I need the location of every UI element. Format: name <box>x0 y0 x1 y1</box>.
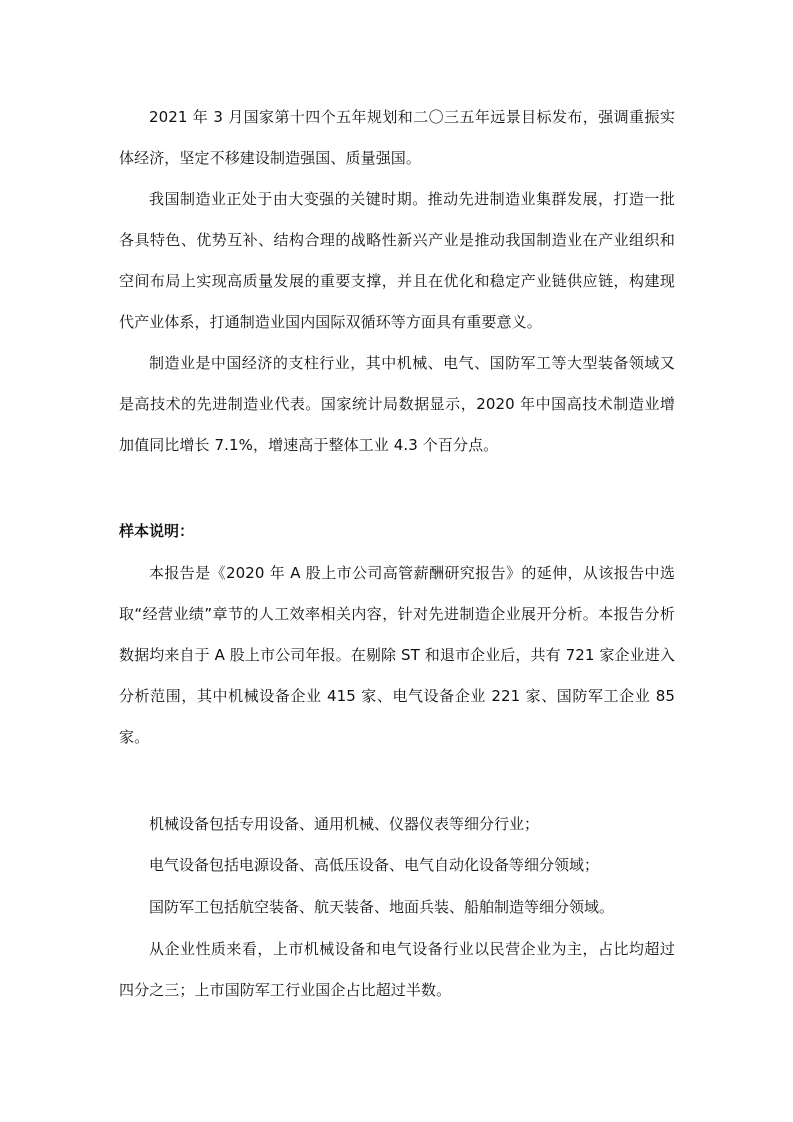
category-item-electrical: 电气设备包括电源设备、高低压设备、电气自动化设备等细分领域； <box>149 856 600 874</box>
sample-heading: 样本说明： <box>119 522 195 540</box>
sample-paragraph: 本报告是《2020 年 A 股上市公司高管薪酬研究报告》的延伸，从该报告中选取“经营业绩”章节的人工效率相关内容，针对先进制造企业展开分析。本报告分析数据均来自于 A 股上市公司年报。在剔除 ST 和退市企业后，共有 721 家企业进入分析范围，其中机械设备企业 415 家、电气设备企业 221 家、国防军工企业 85 家。 <box>119 564 675 746</box>
category-item-defense: 国防军工包括航空装备、航天装备、地面兵装、船舶制造等细分领域。 <box>149 898 615 916</box>
intro-paragraph-3: 制造业是中国经济的支柱行业，其中机械、电气、国防军工等大型装备领域又是高技术的先进制造业代表。国家统计局数据显示，2020 年中国高技术制造业增加值同比增长 7.1%，增速高于整体工业 4.3 个百分点。 <box>119 354 675 454</box>
intro-paragraph-1: 2021 年 3 月国家第十四个五年规划和二〇三五年远景目标发布，强调重振实体经济，坚定不移建设制造强国、质量强国。 <box>119 108 675 167</box>
conclusion-paragraph: 从企业性质来看，上市机械设备和电气设备行业以民营企业为主，占比均超过四分之三；上市国防军工行业国企占比超过半数。 <box>119 940 675 999</box>
category-item-machinery: 机械设备包括专用设备、通用机械、仪器仪表等细分行业； <box>149 815 540 833</box>
intro-paragraph-2: 我国制造业正处于由大变强的关键时期。推动先进制造业集群发展，打造一批各具特色、优势互补、结构合理的战略性新兴产业是推动我国制造业在产业组织和空间布局上实现高质量发展的重要支撑，并且在优化和稳定产业链供应链，构建现代产业体系，打通制造业国内国际双循环等方面具有重要意义。 <box>119 190 675 331</box>
